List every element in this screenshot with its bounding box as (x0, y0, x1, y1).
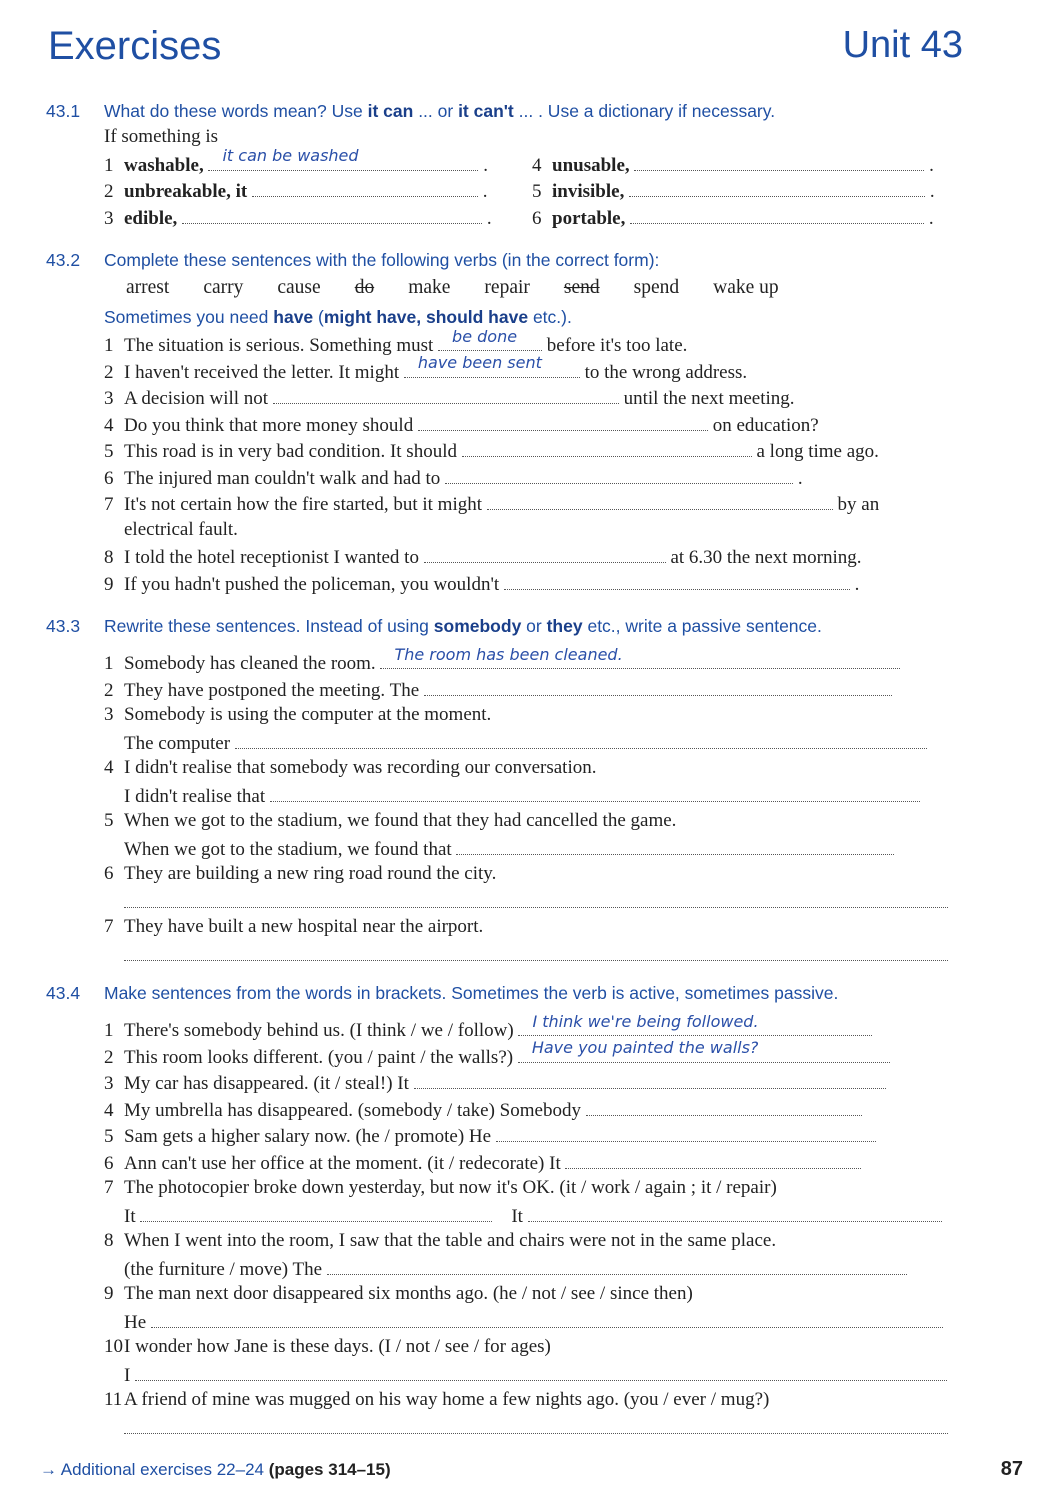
answer-field[interactable] (487, 490, 833, 510)
item-text: I didn't realise that (124, 785, 266, 807)
answer-field[interactable] (235, 729, 927, 749)
note-text: Sometimes you need (104, 307, 274, 327)
answer-field[interactable] (586, 1096, 862, 1116)
item-number: 5 (104, 441, 114, 462)
list-item (46, 490, 966, 517)
item-text: at 6.30 the next morning. (670, 547, 862, 568)
answer-field[interactable] (634, 151, 924, 171)
list-item (46, 1228, 966, 1255)
instr-bold: it can (367, 101, 414, 121)
answer-row (46, 1414, 966, 1441)
list-item (46, 808, 966, 835)
verb-crossed: do (354, 277, 375, 298)
item-text: He (124, 1311, 147, 1333)
item-text: . (854, 573, 860, 595)
exercise-number: 43.1 (46, 101, 81, 121)
answer-field[interactable] (504, 570, 850, 590)
list-item (46, 353, 966, 385)
handwritten-answer: it can be washed (222, 146, 359, 165)
item-text: Somebody has cleaned the room. (124, 653, 376, 674)
handwritten-answer: be done (452, 326, 518, 346)
item-text: The injured man couldn't walk and had to (124, 467, 441, 489)
item-text: Sam gets a higher salary now. (he / promote) He (124, 1126, 492, 1147)
item-number: 2 (104, 361, 114, 383)
list-item (46, 1122, 966, 1149)
list-item-continuation (46, 517, 966, 544)
item-text: There's somebody behind us. (I think / we / follow) (124, 1020, 514, 1041)
item-text: When we got to the stadium, we found that they had cancelled the game. (124, 810, 677, 831)
item-text: When I went into the room, I saw that the table and chairs were not in the same place. (124, 1230, 777, 1251)
item-text: I wonder how Jane is these days. (I / not / see / for ages) (124, 1336, 551, 1357)
exercise-heading (46, 613, 966, 639)
answer-field[interactable] (462, 437, 752, 457)
instr-bold: somebody (433, 616, 522, 636)
item-number: 8 (104, 1230, 114, 1251)
answer-field[interactable] (456, 835, 894, 855)
instr-text: Make sentences from the words in brackets. Sometimes the verb is active, sometimes passive. (104, 983, 839, 1003)
item-number: 2 (104, 1046, 114, 1068)
item-word: washable, (124, 154, 204, 176)
answer-field[interactable] (273, 384, 619, 404)
item-text: When we got to the stadium, we found that (124, 838, 452, 860)
answer-field[interactable] (124, 1414, 948, 1434)
item-text: If you hadn't pushed the policeman, you wouldn't (124, 573, 500, 595)
list-item (46, 702, 966, 729)
item-number: 10 (104, 1336, 123, 1357)
item-number: 7 (104, 916, 114, 937)
answer-field[interactable] (445, 464, 793, 484)
list-item (46, 914, 966, 941)
exercise-43-3 (46, 613, 966, 967)
link-text: Additional exercises 22–24 (60, 1460, 264, 1479)
item-text: The man next door disappeared six months ago. (he / not / see / since then) (124, 1283, 693, 1304)
item-text: by an (837, 494, 880, 515)
note-text: ( (313, 307, 324, 327)
item-text: This road is in very bad condition. It should (124, 441, 457, 462)
handwritten-answer: Have you painted the walls? (531, 1038, 759, 1057)
item-text: They are building a new ring road round the city. (124, 863, 497, 884)
list-item (46, 676, 966, 703)
answer-field[interactable] (438, 326, 542, 351)
item-number: 5 (104, 810, 114, 831)
answer-field[interactable] (380, 644, 900, 669)
item-number: 3 (104, 207, 114, 229)
answer-field[interactable] (518, 1038, 890, 1063)
answer-field[interactable] (565, 1149, 861, 1169)
answer-field[interactable] (496, 1122, 876, 1142)
exercise-number: 43.4 (46, 983, 81, 1003)
answer-field[interactable] (424, 543, 666, 563)
list-item (46, 1096, 966, 1123)
item-number: 4 (104, 414, 114, 436)
exercise-heading (46, 98, 966, 124)
verb: carry (203, 277, 244, 298)
item-text: I didn't realise that somebody was recording our conversation. (124, 757, 597, 778)
note-text: etc.). (528, 307, 572, 327)
answer-field[interactable] (327, 1255, 907, 1275)
item-number: 6 (104, 1152, 114, 1174)
handwritten-answer: I think we're being followed. (532, 1011, 759, 1031)
list-item (46, 411, 966, 438)
item-word: portable, (552, 207, 626, 229)
item-text: Do you think that more money should (124, 414, 414, 436)
answer-field[interactable] (629, 177, 925, 197)
item-text: before it's too late. (546, 335, 688, 356)
verb: make (408, 277, 451, 298)
list-item (46, 1387, 966, 1414)
item-number: 11 (104, 1389, 123, 1410)
note-bold: have (273, 307, 314, 327)
list-item (46, 1175, 966, 1202)
item-text: My car has disappeared. (it / steal!) It (124, 1073, 409, 1094)
item-number: 3 (104, 704, 114, 725)
verb: arrest (126, 277, 170, 298)
item-text: A decision will not (124, 388, 269, 409)
item-number: 4 (104, 757, 114, 778)
list-item (46, 1149, 966, 1176)
list-item-continuation (46, 1255, 966, 1282)
verb-list (46, 273, 966, 303)
item-number: 7 (104, 494, 114, 515)
answer-field[interactable] (414, 1069, 886, 1089)
list-item (46, 464, 966, 491)
page-title: Exercises (48, 24, 222, 68)
list-item (46, 570, 966, 597)
lead-text: If something is (104, 126, 218, 147)
page-number: 87 (1000, 1458, 1023, 1480)
list-item-continuation (46, 1361, 966, 1388)
item-number: 6 (532, 207, 542, 229)
list-item-continuation (46, 1308, 966, 1335)
item-number: 3 (104, 1073, 114, 1094)
list-item-continuation (46, 729, 966, 756)
item-text: until the next meeting. (623, 388, 795, 409)
list-item (46, 1038, 966, 1070)
note-bold: might have, should have (323, 307, 529, 327)
item-word: unusable, (552, 154, 630, 176)
item-number: 9 (104, 573, 114, 595)
instr-text: or (521, 616, 547, 636)
answer-field[interactable] (124, 888, 948, 908)
list-item (46, 1069, 966, 1096)
answer-field[interactable] (528, 1202, 942, 1222)
item-number: 5 (104, 1126, 114, 1147)
item-number: 1 (104, 1020, 114, 1041)
list-item-continuation (46, 835, 966, 862)
item-text: They have built a new hospital near the airport. (124, 916, 484, 937)
item-text: Ann can't use her office at the moment. (it / redecorate) It (124, 1152, 561, 1174)
answer-field[interactable] (418, 411, 708, 431)
item-text: The photocopier broke down yesterday, but now it's OK. (it / work / again ; it / repair) (124, 1177, 777, 1198)
exercise-43-1 (46, 98, 966, 230)
list-item-continuation (46, 1202, 966, 1229)
answer-field[interactable] (424, 676, 892, 696)
item-text: A friend of mine was mugged on his way home a few nights ago. (you / ever / mug?) (124, 1389, 770, 1410)
list-item (46, 1281, 966, 1308)
item-word: edible, (124, 207, 178, 229)
instr-text: ... or (413, 101, 459, 121)
verb-crossed: send (563, 277, 600, 298)
instr-text: etc., write a passive sentence. (582, 616, 822, 636)
additional-exercises-link[interactable] (40, 1460, 391, 1480)
instr-text: Complete these sentences with the following verbs (in the correct form): (104, 250, 660, 270)
exercise-number: 43.3 (46, 616, 81, 636)
item-text: It's not certain how the fire started, but it might (124, 494, 483, 515)
answer-field[interactable] (630, 204, 924, 224)
item-number: 1 (104, 653, 114, 674)
list-item-continuation (46, 782, 966, 809)
page-reference: (pages 314–15) (268, 1460, 391, 1479)
item-text: to the wrong address. (584, 361, 748, 383)
answer-field[interactable] (135, 1361, 947, 1381)
item-text: This room looks different. (you / paint / the walls?) (124, 1046, 514, 1068)
item-text: The computer (124, 732, 231, 754)
list-item (46, 644, 966, 676)
list-item: 1 washable, it can be washed . 4 unusable, . (46, 151, 966, 178)
item-text: It (124, 1205, 136, 1227)
list-item (46, 384, 966, 411)
instr-text: Rewrite these sentences. Instead of using (104, 616, 434, 636)
item-text: on education? (712, 414, 819, 436)
exercise-number: 43.2 (46, 250, 81, 270)
list-item (46, 543, 966, 570)
item-text: My umbrella has disappeared. (somebody / take) Somebody (124, 1099, 581, 1121)
handwritten-answer: The room has been cleaned. (394, 644, 623, 664)
item-text: I told the hotel receptionist I wanted to (124, 547, 419, 568)
list-item (46, 1334, 966, 1361)
answer-field[interactable] (208, 146, 478, 171)
answer-field[interactable] (404, 353, 580, 378)
instr-text: ... . Use a dictionary if necessary. (513, 101, 776, 121)
item-text: They have postponed the meeting. The (124, 679, 420, 701)
item-text: I haven't received the letter. It might (124, 361, 400, 383)
item-number: 7 (104, 1177, 114, 1198)
item-text: electrical fault. (124, 518, 238, 540)
instr-text: What do these words mean? Use (104, 101, 368, 121)
exercise-heading (46, 247, 966, 273)
list-item (46, 755, 966, 782)
answer-field[interactable] (252, 177, 478, 197)
item-number: 2 (104, 181, 114, 202)
item-text: . (797, 467, 803, 489)
item-number: 3 (104, 388, 114, 409)
verb: spend (633, 277, 680, 298)
item-number: 1 (104, 335, 114, 356)
item-text: a long time ago. (756, 441, 879, 462)
list-item: 3 edible, . 6 portable, . (46, 204, 966, 231)
answer-field[interactable] (124, 941, 948, 961)
item-word: invisible, (552, 181, 625, 202)
item-text: Somebody is using the computer at the moment. (124, 704, 492, 725)
arrow-right-icon: → (40, 1460, 57, 1479)
answer-field[interactable] (270, 782, 920, 802)
answer-row (46, 888, 966, 915)
handwritten-answer: have been sent (417, 353, 542, 372)
list-item (46, 437, 966, 464)
list-item (46, 1011, 966, 1043)
verb: repair (484, 277, 530, 298)
item-number: 5 (532, 181, 542, 202)
exercise-heading (46, 980, 966, 1006)
item-text: It (511, 1205, 523, 1227)
verb: cause (277, 277, 321, 298)
item-number: 8 (104, 547, 114, 568)
item-number: 6 (104, 863, 114, 884)
list-item (46, 861, 966, 888)
unit-label: Unit 43 (842, 24, 963, 66)
item-number: 2 (104, 679, 114, 701)
verb: wake up (713, 277, 779, 298)
item-number: 6 (104, 467, 114, 489)
item-text: (the furniture / move) The (124, 1258, 323, 1280)
item-number: 1 (104, 154, 114, 176)
answer-field[interactable] (151, 1308, 943, 1328)
item-text: The situation is serious. Something must (124, 335, 434, 356)
item-number: 9 (104, 1283, 114, 1304)
exercise-43-4 (46, 980, 966, 1440)
answer-row (46, 941, 966, 968)
item-number: 4 (104, 1099, 114, 1121)
answer-field[interactable] (182, 204, 482, 224)
list-item: 2 unbreakable, it . 5 invisible, . (46, 177, 966, 204)
instr-bold: they (546, 616, 583, 636)
item-number: 4 (532, 154, 542, 176)
exercise-43-2 (46, 247, 966, 596)
answer-field[interactable] (140, 1202, 492, 1222)
instr-bold: it can't (458, 101, 514, 121)
item-word: unbreakable, it (124, 181, 248, 202)
lead-line (46, 124, 966, 151)
item-text: I (124, 1364, 131, 1386)
answer-field[interactable] (518, 1011, 872, 1036)
